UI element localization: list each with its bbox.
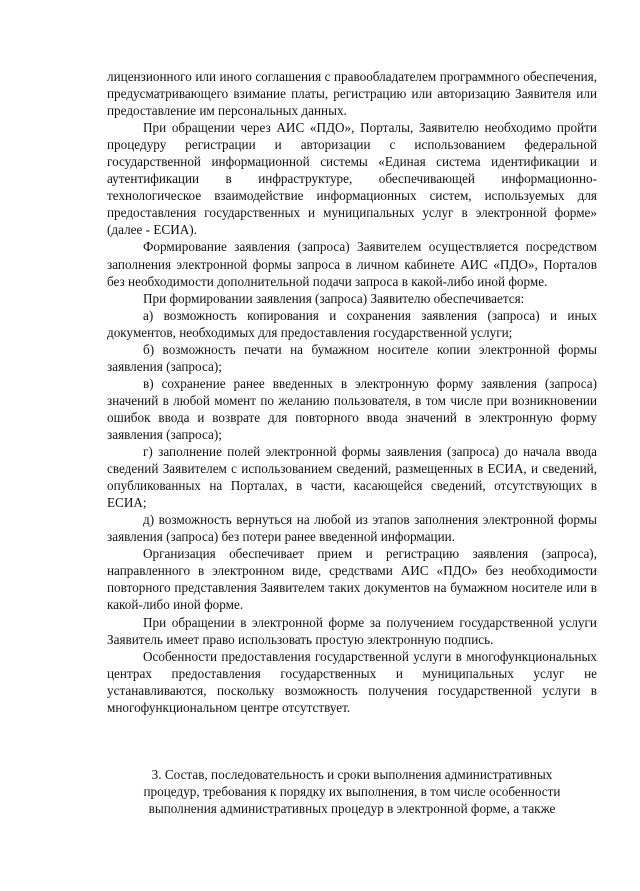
list-item-g: г) заполнение полей электронной формы заявления (запроса) до начала ввода сведений Заявителем с использованием сведений, размещенных в ЕСИА, и сведений, опубликованных на Порталах, в части, касающейся сведений, отсутствующих в ЕСИА; xyxy=(107,444,597,511)
paragraph-continuation: лицензионного или иного соглашения с правообладателем программного обеспечения, предусматривающего взимание платы, регистрацию или авторизацию Заявителя или предоставление им персональных данных. xyxy=(107,69,597,119)
paragraph-form-submission: Формирование заявления (запроса) Заявителем осуществляется посредством заполнения электронной формы запроса в личном кабинете АИС «ПДО», Порталов без необходимости дополнительной подачи запроса в какой-либо иной форме. xyxy=(107,239,597,289)
paragraph-esia-registration: При обращении через АИС «ПДО», Порталы, Заявителю необходимо пройти процедуру регистрации и авторизации с использованием федеральной государственной информационной системы «Единая система идентификации и аутентификации в инфраструктуре, обеспечивающей информационно-технологическое взаимодействие информационных систем, используемых для предоставления государственных и муниципальных услуг в электронной форме» (далее - ЕСИА). xyxy=(107,120,597,238)
paragraph-provisions-intro: При формировании заявления (запроса) Заявителю обеспечивается: xyxy=(143,290,525,306)
section-heading-line-3: выполнения административных процедур в электронной форме, а также xyxy=(148,801,556,817)
list-item-b: б) возможность печати на бумажном носителе копии электронной формы заявления (запроса); xyxy=(107,341,597,374)
list-item-v: в) сохранение ранее введенных в электронную форму заявления (запроса) значений в любой момент по желанию пользователя, в том числе при возникновении ошибок ввода и возврате для повторного ввода значений в электронную форму заявления (запроса); xyxy=(107,375,597,442)
list-item-a: а) возможность копирования и сохранения заявления (запроса) и иных документов, необходимых для предоставления государственной услуги; xyxy=(107,307,597,340)
paragraph-registration: Организация обеспечивает прием и регистрацию заявления (запроса), направленного в электронном виде, средствами АИС «ПДО» без необходимости повторного представления Заявителем таких документов на бумажном носителе или в какой-либо иной форме. xyxy=(107,546,597,613)
list-item-d: д) возможность вернуться на любой из этапов заполнения электронной формы заявления (запроса) без потери ранее введенной информации. xyxy=(107,512,597,545)
section-heading xyxy=(107,766,597,817)
section-heading-line-1: 3. Состав, последовательность и сроки выполнения административных xyxy=(151,767,553,782)
document-body xyxy=(107,68,597,716)
paragraph-electronic-signature: При обращении в электронной форме за получением государственной услуги Заявитель имеет право использовать простую электронную подпись. xyxy=(107,614,597,647)
paragraph-mfc: Особенности предоставления государственной услуги в многофункциональных центрах предоставления государственных и муниципальных услуг не устанавливаются, поскольку возможность получения государственной услуги в многофункциональном центре отсутствует. xyxy=(107,648,597,715)
section-heading-line-2: процедур, требования к порядку их выполнения, в том числе особенности xyxy=(143,784,561,800)
